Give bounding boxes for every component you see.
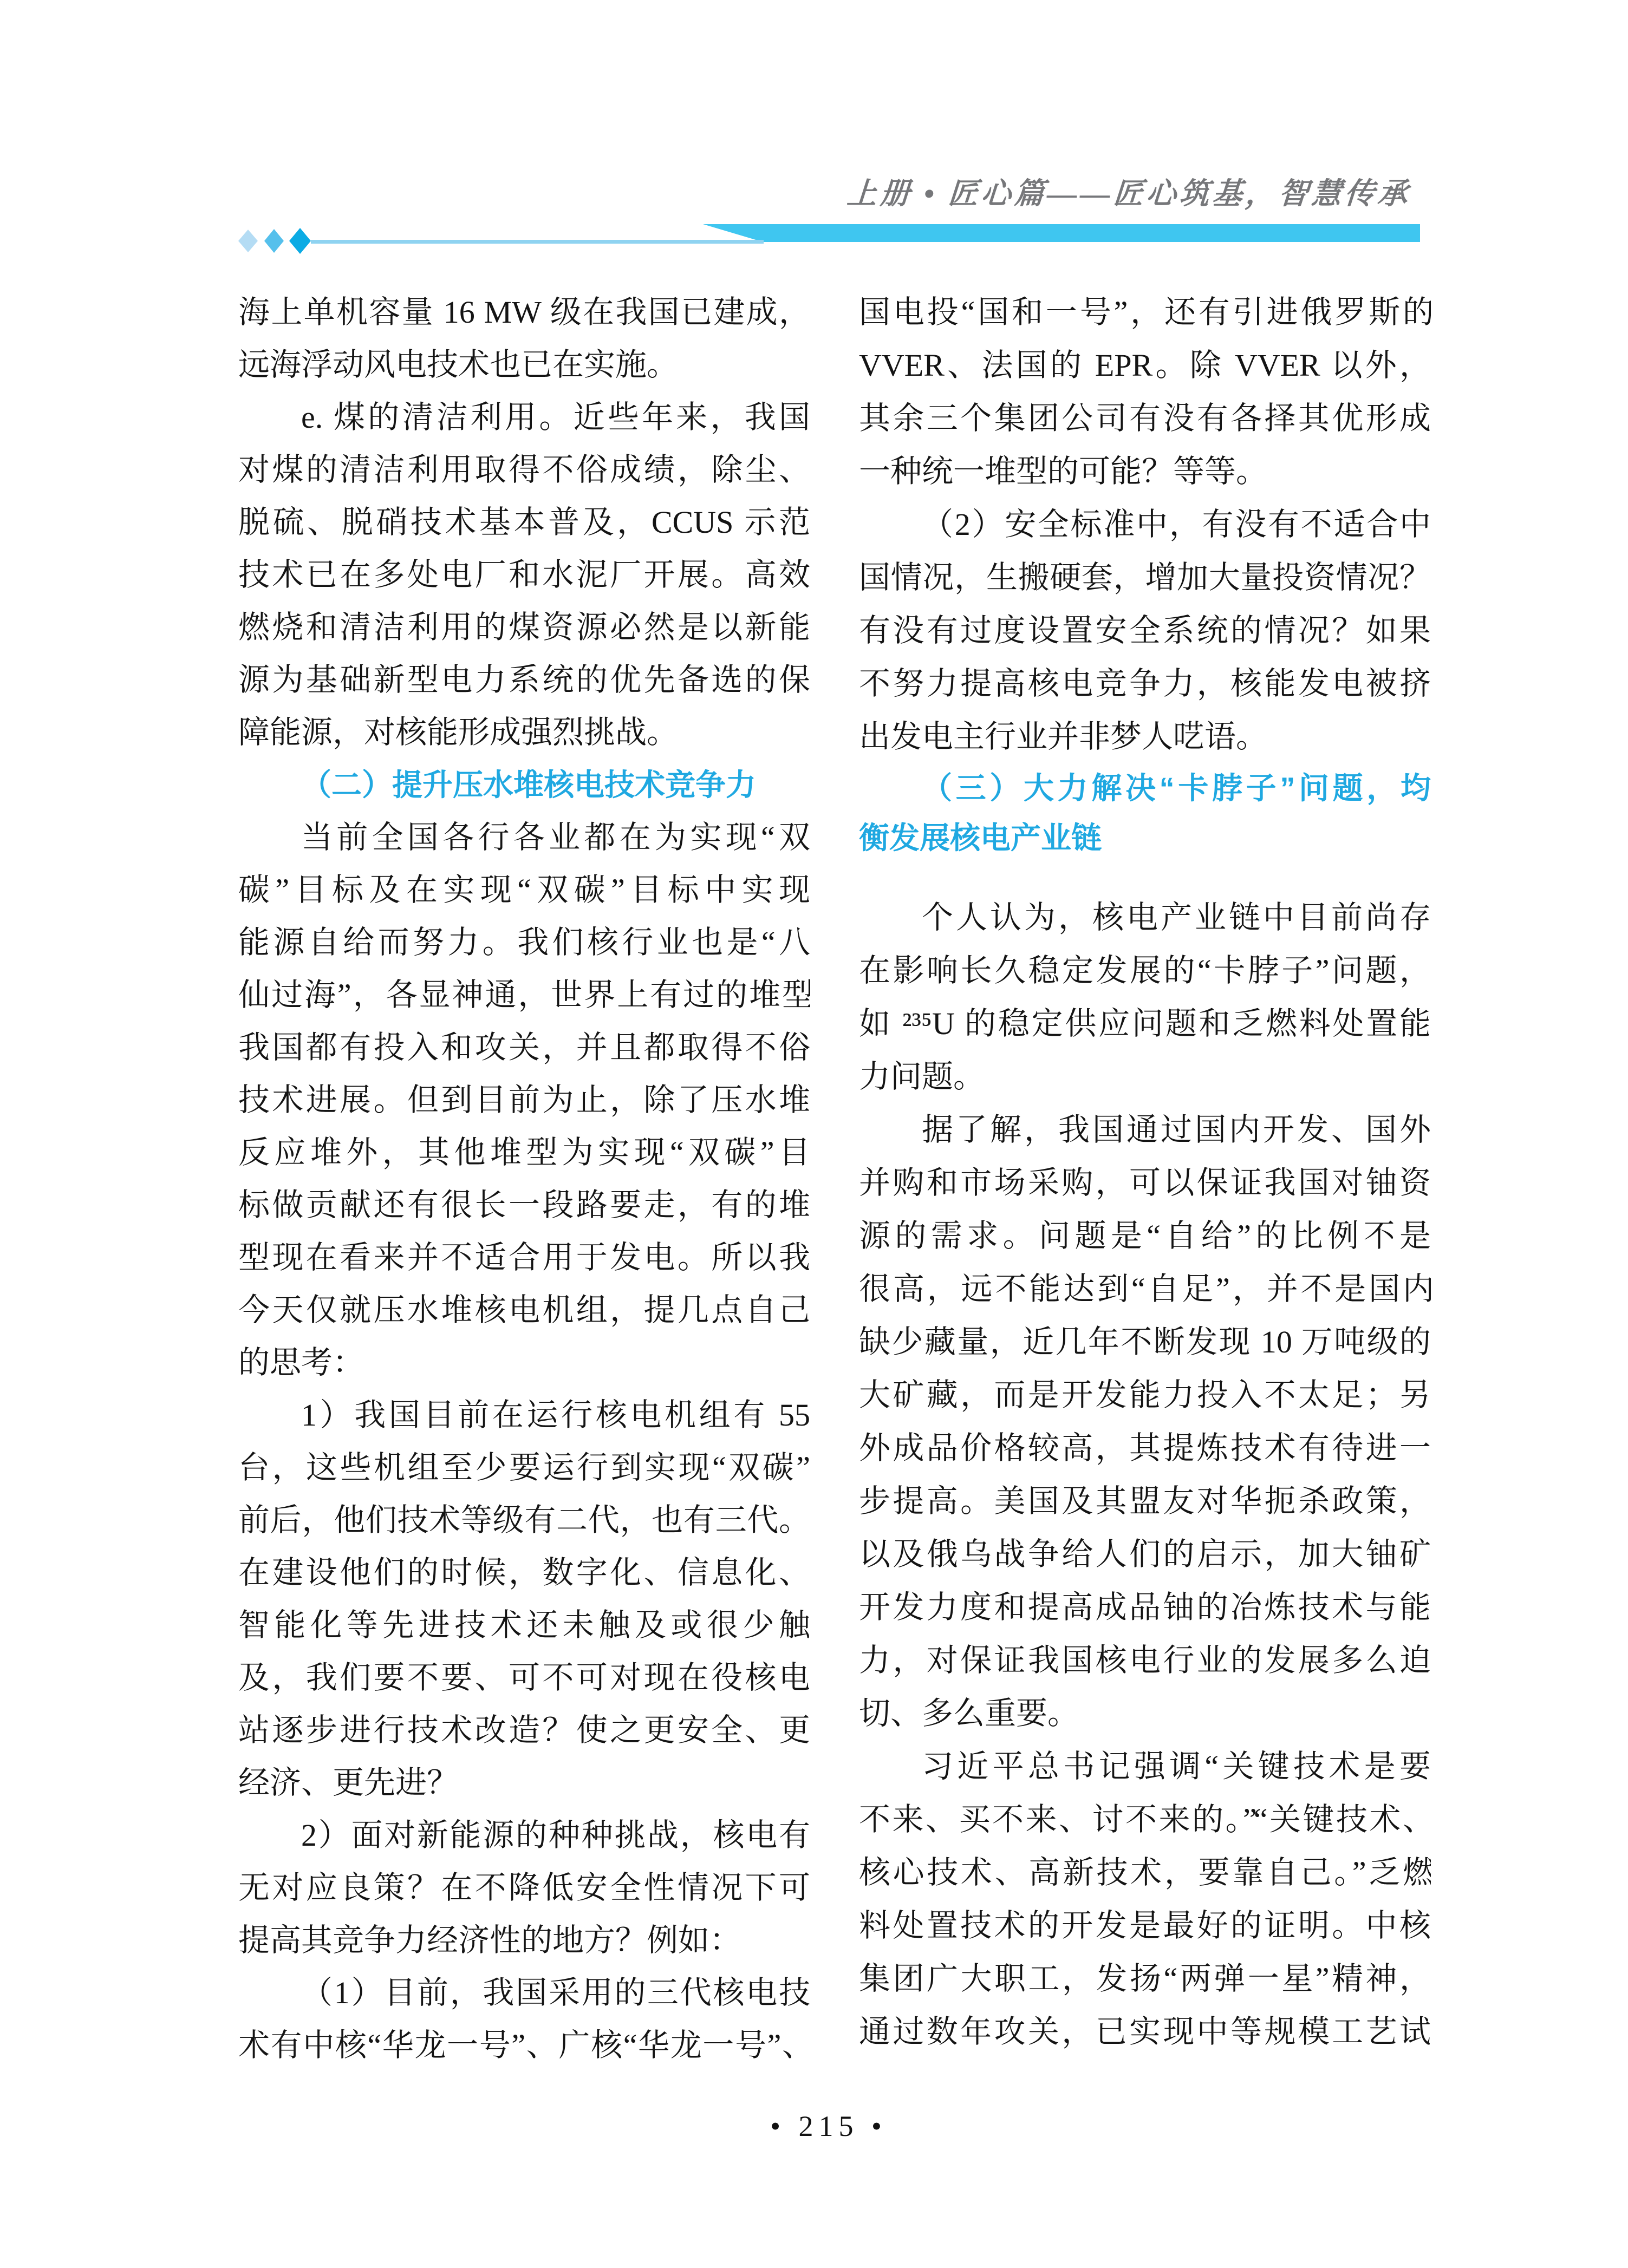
text-line: VVER、法国的 EPR。除 VVER 以外，: [859, 348, 1431, 383]
text-line: 无对应良策？在不降低安全性情况下可: [238, 1870, 810, 1905]
header-rule-line: [311, 240, 764, 244]
text-line: 并购和市场采购，可以保证我国对铀资: [859, 1165, 1431, 1200]
text-line: 碳”目标及在实现“双碳”目标中实现: [238, 872, 810, 907]
text-line: 集团广大职工，发扬“两弹一星”精神，: [859, 1961, 1431, 1996]
text-line: 以及俄乌战争给人们的启示，加大铀矿: [859, 1537, 1431, 1572]
text-line: 海上单机容量 16 MW 级在我国已建成，: [238, 295, 810, 330]
text-line: 在影响长久稳定发展的“卡脖子”问题，: [859, 953, 1431, 988]
text-line: 我国都有投入和攻关，并且都取得不俗: [238, 1030, 810, 1065]
left-text-column: [238, 286, 810, 2071]
text-line: 燃烧和清洁利用的煤资源必然是以新能: [238, 610, 810, 645]
text-line: 个人认为，核电产业链中目前尚存: [922, 900, 1431, 935]
text-line: 开发力度和提高成品铀的冶炼技术与能: [859, 1590, 1431, 1625]
text-line: 核心技术、高新技术，要靠自己。”乏燃: [859, 1855, 1431, 1890]
right-text-column: [859, 286, 1431, 2058]
text-line: 仙过海”，各显神通，世界上有过的堆型: [238, 977, 810, 1012]
text-line: 缺少藏量，近几年不断发现 10 万吨级的: [859, 1324, 1431, 1360]
section-heading-line: （三）大力解决“卡脖子”问题，均: [922, 771, 1431, 805]
text-line: 力问题。: [859, 1059, 985, 1094]
text-line: 对煤的清洁利用取得不俗成绩，除尘、: [238, 452, 810, 487]
text-line: e. 煤的清洁利用。近些年来，我国: [301, 400, 810, 435]
text-line: 的思考：: [238, 1345, 364, 1380]
text-line: 经济、更先进？: [238, 1765, 459, 1800]
text-line: 外成品价格较高，其提炼技术有待进一: [859, 1430, 1431, 1466]
text-line: 站逐步进行技术改造？使之更安全、更: [238, 1713, 810, 1748]
running-header-title: 上册 • 匠心篇——匠心筑基，智慧传承: [846, 177, 1412, 210]
text-line: 远海浮动风电技术也已在实施。: [238, 347, 679, 382]
text-line: 如 ²³⁵U 的稳定供应问题和乏燃料处置能: [859, 1006, 1431, 1041]
diamond-ornament-icon: [289, 228, 311, 254]
text-line: 习近平总书记强调“关键技术是要: [922, 1749, 1431, 1784]
text-line: 型现在看来并不适合用于发电。所以我: [238, 1240, 810, 1275]
text-line: 不来、买不来、讨不来的。”“关键技术、: [859, 1802, 1431, 1837]
text-line: 台，这些机组至少要运行到实现“双碳”: [238, 1450, 810, 1485]
text-line: 能源自给而努力。我们核行业也是“八: [238, 925, 810, 960]
text-line: 其余三个集团公司有没有各择其优形成: [859, 401, 1431, 436]
text-line: 切、多么重要。: [859, 1696, 1079, 1731]
text-line: 有没有过度设置安全系统的情况？如果: [859, 613, 1431, 648]
text-line: 障能源，对核能形成强烈挑战。: [238, 715, 679, 750]
text-line: 术有中核“华龙一号”、广核“华龙一号”、: [238, 2028, 810, 2063]
text-line: 提高其竞争力经济性的地方？例如：: [238, 1923, 741, 1958]
text-line: 1）我国目前在运行核电机组有 55: [301, 1397, 810, 1433]
text-line: 今天仅就压水堆核电机组，提几点自己: [238, 1292, 810, 1328]
text-line: 据了解，我国通过国内开发、国外: [922, 1112, 1431, 1147]
text-line: 智能化等先进技术还未触及或很少触: [238, 1607, 810, 1643]
text-line: （1）目前，我国采用的三代核电技: [301, 1975, 810, 2010]
page-number: • 215 •: [770, 2110, 887, 2142]
text-line: 源的需求。问题是“自给”的比例不是: [859, 1218, 1431, 1253]
text-line: 大矿藏，而是开发能力投入不太足；另: [859, 1377, 1431, 1413]
section-heading-line: 衡发展核电产业链: [859, 821, 1102, 855]
text-line: 反应堆外，其他堆型为实现“双碳”目: [238, 1135, 810, 1170]
text-line: 源为基础新型电力系统的优先备选的保: [238, 662, 810, 697]
text-line: 很高，远不能达到“自足”，并不是国内: [859, 1271, 1431, 1306]
text-line: 料处置技术的开发是最好的证明。中核: [859, 1908, 1431, 1943]
diamond-ornament-icon: [264, 229, 284, 253]
text-line: 国电投“国和一号”，还有引进俄罗斯的: [859, 295, 1431, 330]
text-line: 出发电主行业并非梦人呓语。: [859, 719, 1268, 754]
text-line: 前后，他们技术等级有二代，也有三代。: [238, 1502, 810, 1538]
header-decoration: [0, 0, 1628, 282]
text-line: 2）面对新能源的种种挑战，核电有: [301, 1818, 810, 1853]
diamond-ornament-icon: [238, 230, 258, 252]
text-line: 及，我们要不要、可不可对现在役核电: [238, 1660, 810, 1695]
text-line: 通过数年攻关，已实现中等规模工艺试: [859, 2014, 1431, 2049]
text-line: （2）安全标准中，有没有不适合中: [922, 507, 1431, 542]
text-line: 在建设他们的时候，数字化、信息化、: [238, 1555, 810, 1590]
text-line: 脱硫、脱硝技术基本普及，CCUS 示范: [238, 505, 810, 540]
text-line: 当前全国各行各业都在为实现“双: [301, 820, 810, 855]
section-heading-line: （二）提升压水堆核电技术竞争力: [301, 768, 756, 802]
text-line: 技术已在多处电厂和水泥厂开展。高效: [238, 557, 810, 592]
text-line: 力，对保证我国核电行业的发展多么迫: [859, 1643, 1431, 1678]
text-line: 标做贡献还有很长一段路要走，有的堆: [238, 1187, 810, 1223]
header-accent-bar: [703, 224, 1420, 242]
text-line: 步提高。美国及其盟友对华扼杀政策，: [859, 1483, 1431, 1519]
text-line: 不努力提高核电竞争力，核能发电被挤: [859, 666, 1431, 701]
text-line: 技术进展。但到目前为止，除了压水堆: [238, 1082, 810, 1117]
text-line: 一种统一堆型的可能？等等。: [859, 454, 1268, 489]
text-line: 国情况，生搬硬套，增加大量投资情况？: [859, 560, 1431, 595]
